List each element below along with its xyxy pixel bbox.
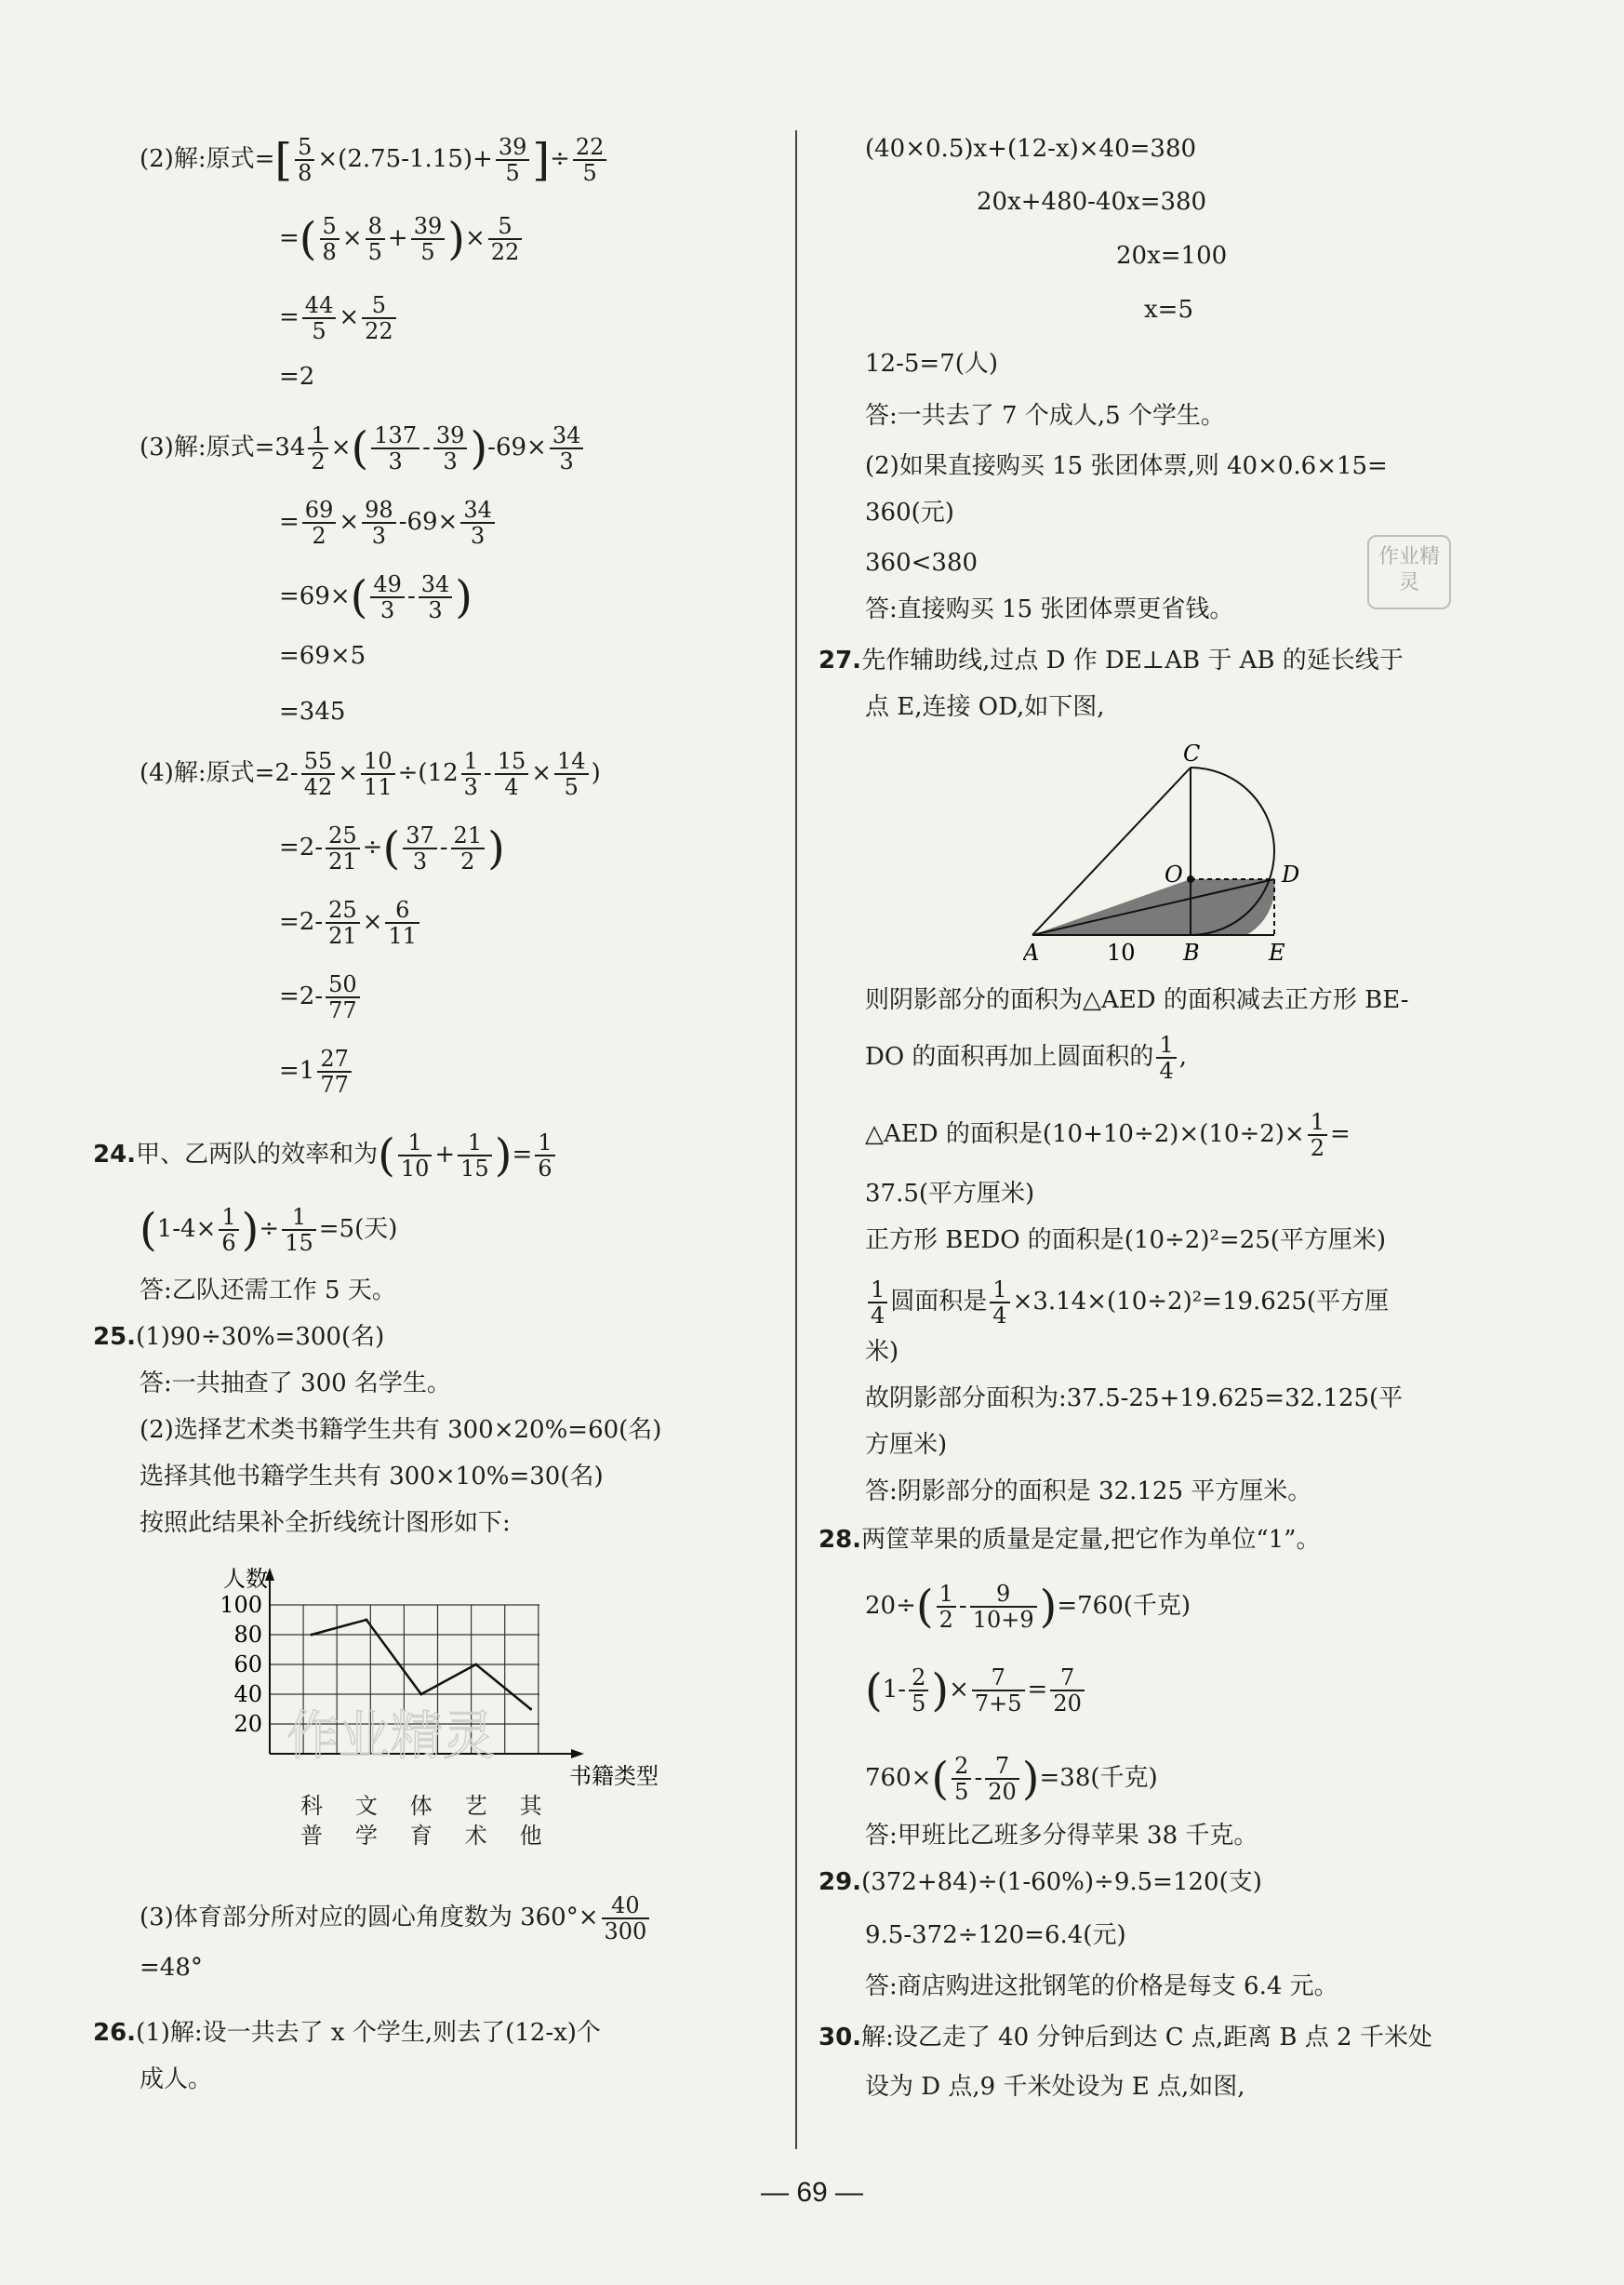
label-C: C bbox=[1183, 744, 1201, 767]
q24-line2: (1-4× $\frac{1}{6}$ )÷ $\frac{1}{15}$ =5(天) bbox=[140, 1204, 398, 1256]
chart-watermark: 作业精灵 bbox=[286, 1706, 495, 1767]
chart-ticks bbox=[220, 1592, 262, 1737]
q28-line3: (1- $\frac{2}{5}$ )× $\frac{7}{7+5}$ = $\frac{7}{20}$ bbox=[865, 1665, 1087, 1716]
label-D: D bbox=[1282, 862, 1300, 888]
data-point bbox=[365, 1619, 367, 1622]
label-O: O bbox=[1165, 862, 1183, 888]
column-divider bbox=[795, 130, 797, 2149]
p2-line3: = $\frac{44}{5}$ × $\frac{5}{22}$ bbox=[279, 293, 399, 343]
p2-line2: =( $\frac{5}{8}$ × $\frac{8}{5}$ + $\frac{39}{5}$ )× $\frac{5}{22}$ bbox=[279, 214, 525, 264]
q29-answer: 答:商店购进这批钢笔的价格是每支 6.4 元。 bbox=[865, 1972, 1338, 2000]
r-line9: 360<380 bbox=[865, 549, 978, 577]
p3-line2: = $\frac{69}{2}$ × $\frac{98}{3}$ -69× $\frac{34}{3}$ bbox=[279, 498, 498, 548]
q27-line6: 37.5(平方厘米) bbox=[865, 1180, 1035, 1208]
r-line5: 12-5=7(人) bbox=[865, 350, 999, 378]
q30-line2: 设为 D 点,9 千米处设为 E 点,如图, bbox=[865, 2073, 1245, 2101]
y-tick-label: 20 bbox=[233, 1711, 262, 1737]
x-tick-label: 其他 bbox=[519, 1793, 542, 1849]
q27-line5: △AED 的面积是(10+10÷2)×(10÷2)× $\frac{1}{2}$ = bbox=[865, 1109, 1351, 1161]
r-line2: 20x+480-40x=380 bbox=[977, 188, 1207, 216]
p4-line4: =2- $\frac{50}{77}$ bbox=[279, 972, 363, 1022]
r-line10: 答:直接购买 15 张团体票更省钱。 bbox=[865, 595, 1234, 623]
q27-line3: 则阴影部分的面积为△AED 的面积减去正方形 BE- bbox=[865, 986, 1409, 1014]
r-line6: 答:一共去了 7 个成人,5 个学生。 bbox=[865, 402, 1225, 430]
page-number: — 69 — bbox=[760, 2177, 864, 2208]
y-tick-label: 60 bbox=[233, 1651, 262, 1677]
q27-line11: 方厘米) bbox=[865, 1431, 948, 1459]
r-line8: 360(元) bbox=[865, 499, 954, 527]
q30-line1: 30.解:设乙走了 40 分钟后到达 C 点,距离 B 点 2 千米处 bbox=[819, 2024, 1432, 2051]
q24-answer: 答:乙队还需工作 5 天。 bbox=[140, 1276, 396, 1304]
p3-line4: =69×5 bbox=[279, 642, 366, 670]
p4-line3: =2- $\frac{25}{21}$ × $\frac{6}{11}$ bbox=[279, 898, 422, 948]
label-length: 10 bbox=[1107, 940, 1136, 966]
y-tick-label: 80 bbox=[233, 1622, 262, 1648]
q28-line1: 28.两筐苹果的质量是定量,把它作为单位“1”。 bbox=[819, 1526, 1321, 1554]
q28-line2: 20÷( $\frac{1}{2}$ - $\frac{9}{10+9}$ )=760(千克) bbox=[865, 1581, 1191, 1633]
r-line7: (2)如果直接购买 15 张团体票,则 40×0.6×15= bbox=[865, 452, 1388, 480]
r-line4: x=5 bbox=[1144, 296, 1193, 324]
q25-line1: 25.(1)90÷30%=300(名) bbox=[93, 1323, 385, 1351]
r-line3: 20x=100 bbox=[1116, 242, 1228, 270]
line-chart bbox=[177, 1568, 660, 1800]
y-tick-label: 40 bbox=[233, 1681, 262, 1707]
data-point bbox=[419, 1693, 422, 1696]
label-A: A bbox=[1023, 940, 1040, 966]
q25-line2: 答:一共抽查了 300 名学生。 bbox=[140, 1370, 451, 1397]
label-E: E bbox=[1269, 940, 1285, 966]
p4-line2: =2- $\frac{25}{21}$ ÷( $\frac{37}{3}$ - $\frac{21}{2}$ ) bbox=[279, 822, 505, 875]
p3-line1: (3)解:原式=34 $\frac{1}{2}$ ×( $\frac{137}{3}$ - $\frac{39}{3}$ )-69× $\frac{34}{3}$ bbox=[140, 423, 586, 474]
q27-line2: 点 E,连接 OD,如下图, bbox=[865, 693, 1105, 721]
q28-answer: 答:甲班比乙班多分得苹果 38 千克。 bbox=[865, 1822, 1258, 1850]
p2-line4: =2 bbox=[279, 363, 315, 391]
q25-line5: 按照此结果补全折线统计图形如下: bbox=[140, 1509, 511, 1537]
q25-line3: (2)选择艺术类书籍学生共有 300×20%=60(名) bbox=[140, 1416, 662, 1444]
chart-xlabel: 书籍类型 bbox=[569, 1763, 659, 1789]
x-tick-label: 科普 bbox=[300, 1793, 323, 1849]
y-tick-label: 100 bbox=[220, 1592, 262, 1618]
q27-line4: DO 的面积再加上圆面积的 $\frac{1}{4}$ , bbox=[865, 1032, 1187, 1084]
p4-line1: (4)解:原式=2- $\frac{55}{42}$ × $\frac{10}{11}$ ÷(12 $\frac{1}{3}$ - $\frac{15}{4}$ × $\frac{14}{5}$ ) bbox=[140, 748, 601, 800]
q27-line7: 正方形 BEDO 的面积是(10÷2)²=25(平方厘米) bbox=[865, 1226, 1387, 1254]
geometry-figure bbox=[1023, 744, 1321, 968]
p3-line3: =69×( $\frac{49}{3}$ - $\frac{34}{3}$ ) bbox=[279, 571, 473, 623]
chart-category-labels bbox=[177, 1791, 660, 1865]
p3-line5: =345 bbox=[279, 698, 346, 726]
data-point bbox=[311, 1634, 313, 1637]
q27-line8: $\frac{1}{4}$ 圆面积是 $\frac{1}{4}$ ×3.14×(10÷2)²=19.625(平方厘 bbox=[865, 1277, 1389, 1328]
q26-line2: 成人。 bbox=[140, 2065, 213, 2093]
q27-line1: 27.先作辅助线,过点 D 作 DE⊥AB 于 AB 的延长线于 bbox=[819, 647, 1404, 675]
point-O bbox=[1187, 875, 1194, 883]
q25-line6: (3)体育部分所对应的圆心角度数为 360°× $\frac{40}{300}$ bbox=[140, 1893, 652, 1944]
q29-line1: 29.(372+84)÷(1-60%)÷9.5=120(支) bbox=[819, 1868, 1262, 1896]
r-line1: (40×0.5)x+(12-x)×40=380 bbox=[865, 135, 1197, 163]
stamp-logo: 作业精灵 bbox=[1367, 535, 1451, 609]
chart-ylabel: 人数 bbox=[223, 1568, 268, 1592]
label-B: B bbox=[1183, 940, 1200, 966]
p4-line5: =1 $\frac{27}{77}$ bbox=[279, 1047, 354, 1097]
q27-line12: 答:阴影部分的面积是 32.125 平方厘米。 bbox=[865, 1477, 1312, 1505]
q29-line2: 9.5-372÷120=6.4(元) bbox=[865, 1921, 1126, 1949]
q24-line1: 24.甲、乙两队的效率和为( $\frac{1}{10}$ + $\frac{1}{15}$ )= $\frac{1}{6}$ bbox=[93, 1130, 558, 1181]
q27-line10: 故阴影部分面积为:37.5-25+19.625=32.125(平 bbox=[865, 1384, 1404, 1412]
q28-line4: 760×( $\frac{2}{5}$ - $\frac{7}{20}$ )=38(千克) bbox=[865, 1753, 1158, 1805]
x-tick-label: 体育 bbox=[409, 1793, 433, 1849]
q25-line4: 选择其他书籍学生共有 300×10%=30(名) bbox=[140, 1463, 604, 1490]
data-point bbox=[529, 1708, 532, 1711]
x-tick-label: 艺术 bbox=[464, 1793, 487, 1849]
x-axis-arrow bbox=[571, 1749, 584, 1758]
p2-line1: (2)解:原式=[ $\frac{5}{8}$ ×(2.75-1.15)+ $\frac{39}{5}$ ]÷ $\frac{22}{5}$ bbox=[140, 135, 609, 185]
q26-line1: 26.(1)解:设一共去了 x 个学生,则去了(12-x)个 bbox=[93, 2019, 601, 2047]
q27-line9: 米) bbox=[865, 1338, 899, 1366]
data-point bbox=[474, 1664, 477, 1666]
x-tick-label: 文学 bbox=[354, 1793, 378, 1849]
q25-line7: =48° bbox=[140, 1954, 203, 1982]
